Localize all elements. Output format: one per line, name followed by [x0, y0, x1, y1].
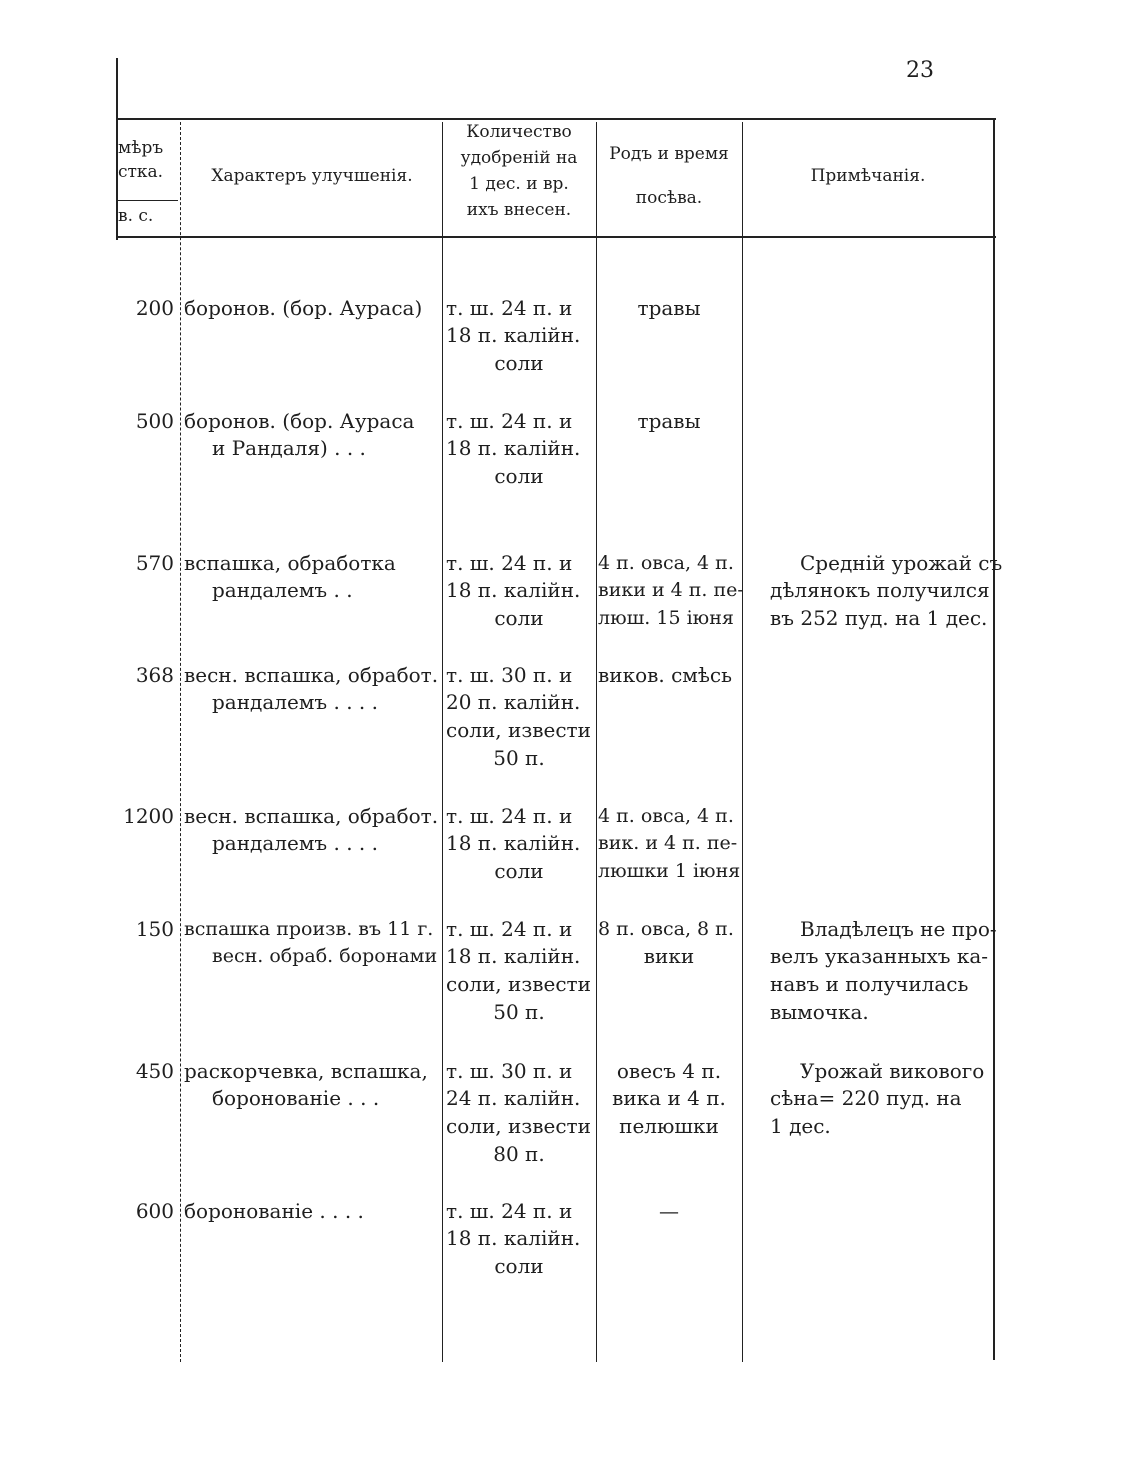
fertilizer-line: соли — [494, 464, 544, 488]
sowing-line: вик. и 4 п. пе- — [598, 832, 738, 854]
header-fertilizer-line-1: Количество — [466, 122, 572, 142]
fertilizer-line: 18 п. калійн. — [446, 1226, 581, 1250]
improvement-line: рандалемъ . . . . — [212, 690, 378, 714]
fertilizer-line: 50 п. — [493, 1000, 545, 1024]
notes-line: вымочка. — [770, 1000, 869, 1024]
improvement-line: боронованіе . . . . — [184, 1199, 364, 1223]
improvement-line: вспашка, обработка — [184, 551, 396, 575]
plot-size: 570 — [135, 551, 174, 575]
sowing-line: пелюшки — [619, 1114, 719, 1138]
fertilizer-line: т. ш. 24 п. и — [446, 917, 573, 941]
fertilizer-line: 18 п. калійн. — [446, 323, 581, 347]
plot-size: 450 — [135, 1059, 174, 1083]
sowing-line: 4 п. овса, 4 п. — [598, 552, 734, 574]
fertilizer-line: 50 п. — [493, 746, 545, 770]
header-size-units: в. с. — [118, 206, 154, 226]
header-fertilizer-line-3: 1 дес. и вр. — [469, 174, 569, 194]
sowing-line: 8 п. овса, 8 п. — [598, 918, 734, 940]
improvement-line: боронованіе . . . — [212, 1086, 380, 1110]
fertilizer-line: т. ш. 24 п. и — [446, 551, 573, 575]
fertilizer-line: 18 п. калійн. — [446, 944, 581, 968]
table-right-rule — [993, 118, 995, 1360]
fertilizer-line: соли — [494, 351, 544, 375]
sowing-line: люшки 1 іюня — [598, 860, 741, 882]
sowing-line: травы — [637, 409, 701, 433]
improvement-line: раскорчевка, вспашка, — [184, 1059, 428, 1083]
column-separator-1 — [180, 122, 181, 1362]
fertilizer-line: 18 п. калійн. — [446, 831, 581, 855]
column-separator-3 — [596, 122, 597, 1362]
improvement-line: весн. вспашка, обработ. — [184, 663, 439, 687]
notes-line: 1 дес. — [770, 1114, 831, 1138]
improvement-line: весн. обраб. боронами — [212, 945, 438, 967]
improvement-line: рандалемъ . . . . — [212, 831, 378, 855]
sowing-line: овесъ 4 п. — [616, 1059, 722, 1083]
plot-size: 200 — [135, 296, 174, 320]
sowing-line: вики — [643, 944, 695, 968]
improvement-line: весн. вспашка, обработ. — [184, 804, 439, 828]
sowing-line: виков. смѣсь — [598, 663, 733, 687]
plot-size: 1200 — [123, 804, 174, 828]
improvement-line: рандалемъ . . — [212, 578, 353, 602]
header-col1-divider — [116, 200, 178, 201]
improvement-line: вспашка произв. въ 11 г. — [184, 918, 434, 940]
notes-line: сѣна= 220 пуд. на — [770, 1086, 962, 1110]
sowing-line: люш. 15 іюня — [598, 607, 734, 629]
column-separator-4 — [742, 122, 743, 1362]
plot-size: 150 — [135, 917, 174, 941]
notes-line: навъ и получилась — [770, 972, 969, 996]
plot-size: 368 — [135, 663, 174, 687]
fertilizer-line: соли — [494, 1254, 544, 1278]
notes-line: въ 252 пуд. на 1 дес. — [770, 606, 988, 630]
fertilizer-line: 80 п. — [493, 1142, 545, 1166]
notes-line: дѣлянокъ получился — [770, 578, 990, 602]
header-sowing-line-1: Родъ и время — [609, 144, 729, 164]
fertilizer-line: т. ш. 30 п. и — [446, 663, 573, 687]
fertilizer-line: соли, извести — [446, 718, 591, 742]
notes-line: Урожай викового — [800, 1059, 985, 1083]
fertilizer-line: т. ш. 30 п. и — [446, 1059, 573, 1083]
sowing-line: вика и 4 п. — [612, 1086, 726, 1110]
improvement-line: боронов. (бор. Ауpаса) — [184, 296, 423, 320]
column-separator-2 — [442, 122, 443, 1362]
fertilizer-line: 18 п. калійн. — [446, 578, 581, 602]
header-notes: Примѣчанія. — [810, 166, 926, 186]
fertilizer-line: 24 п. калійн. — [446, 1086, 581, 1110]
fertilizer-line: т. ш. 24 п. и — [446, 296, 573, 320]
plot-size: 500 — [135, 409, 174, 433]
page-number: 23 — [906, 58, 934, 83]
fertilizer-line: соли — [494, 606, 544, 630]
header-size-line-2: стка. — [118, 162, 164, 182]
sowing-line: — — [659, 1199, 679, 1223]
fertilizer-line: 20 п. калійн. — [446, 690, 581, 714]
improvement-line: боронов. (бор. Аураса — [184, 409, 415, 433]
fertilizer-line: 18 п. калійн. — [446, 436, 581, 460]
fertilizer-line: т. ш. 24 п. и — [446, 804, 573, 828]
notes-line: велъ указанныхъ ка- — [770, 944, 989, 968]
header-bottom-rule — [116, 236, 996, 238]
sowing-line: травы — [637, 296, 701, 320]
sowing-line: 4 п. овса, 4 п. — [598, 805, 734, 827]
header-fertilizer-line-2: удобреній на — [460, 148, 578, 168]
notes-line: Средній урожай съ — [800, 551, 1003, 575]
fertilizer-line: соли, извести — [446, 1114, 591, 1138]
improvement-line: и Рандаля) . . . — [212, 436, 366, 460]
fertilizer-line: соли, извести — [446, 972, 591, 996]
header-improvement: Характеръ улучшенія. — [211, 166, 413, 186]
plot-size: 600 — [135, 1199, 174, 1223]
table-top-rule — [116, 118, 996, 120]
fertilizer-line: т. ш. 24 п. и — [446, 1199, 573, 1223]
header-size-line-1: мѣръ — [118, 138, 164, 158]
header-sowing-line-2: посѣва. — [635, 188, 703, 208]
sowing-line: вики и 4 п. пе- — [598, 579, 744, 601]
header-fertilizer-line-4: ихъ внесен. — [466, 200, 572, 220]
fertilizer-line: т. ш. 24 п. и — [446, 409, 573, 433]
notes-line: Владѣлецъ не про- — [800, 917, 997, 941]
fertilizer-line: соли — [494, 859, 544, 883]
